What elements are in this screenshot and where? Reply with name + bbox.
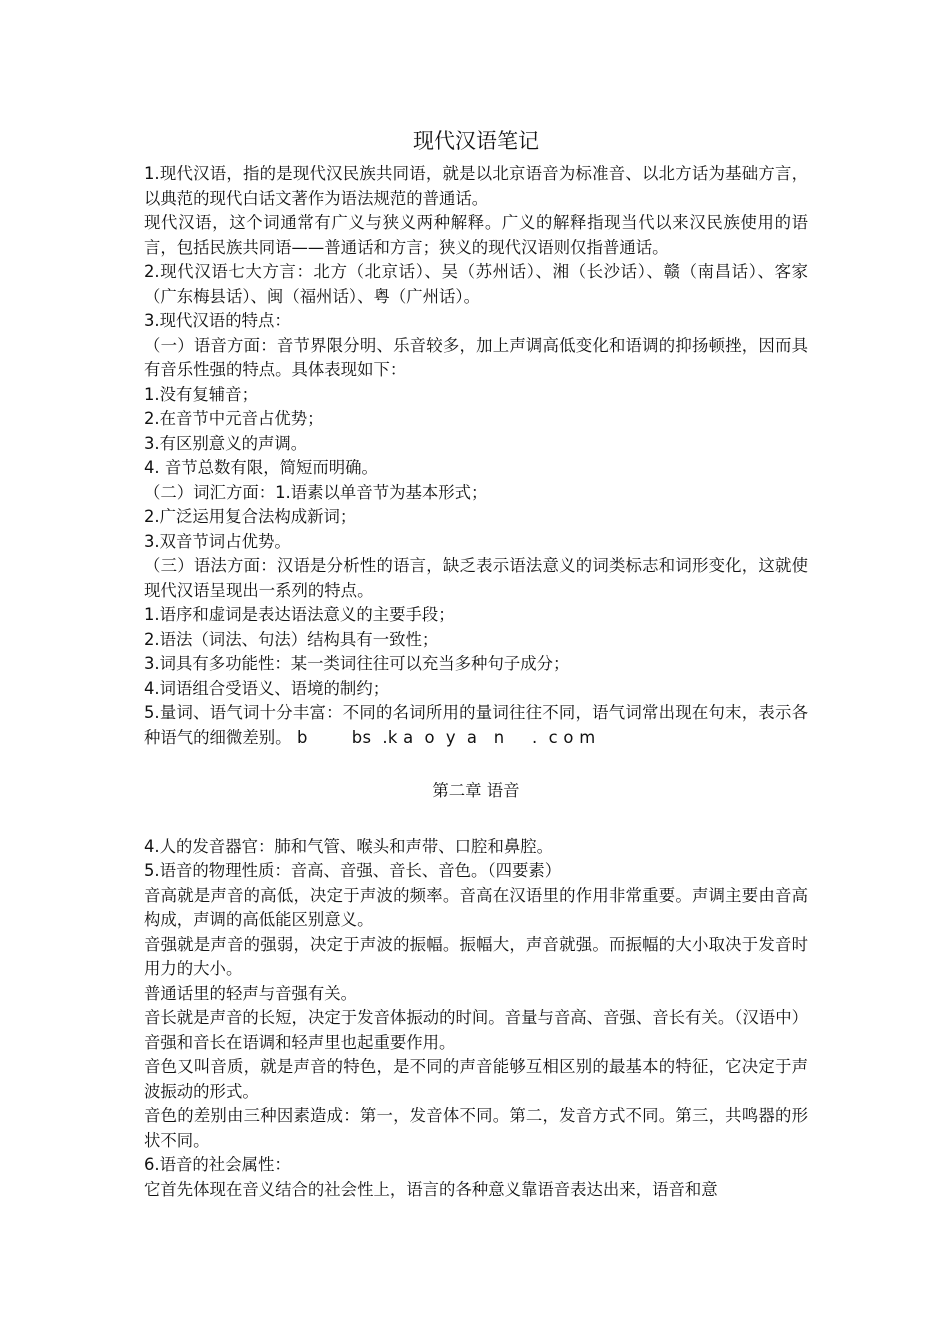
paragraph: 3.有区别意义的声调。 xyxy=(144,433,308,453)
paragraph: （一）语音方面：音节界限分明、乐音较多，加上声调高低变化和语调的抑扬顿挫，因而具有音乐性强的特点。具体表现如下： xyxy=(144,335,808,379)
paragraph: 音高就是声音的高低，决定于声波的频率。音高在汉语里的作用非常重要。声调主要由音高构成，声调的高低能区别意义。 xyxy=(144,885,808,929)
paragraph: 音色又叫音质，就是声音的特色，是不同的声音能够互相区别的最基本的特征，它决定于声波振动的形式。 xyxy=(144,1057,808,1101)
paragraph: 普通话里的轻声与音强有关。 xyxy=(144,983,358,1003)
paragraph: 5.语音的物理性质：音高、音强、音长、音色。（四要素） xyxy=(144,861,562,880)
paragraph-text: 5.量词、语气词十分丰富：不同的名词所用的量词往往不同，语气词常出现在句末，表示各种语气的细微差别。 xyxy=(144,703,808,747)
section-introduction xyxy=(144,162,808,750)
paragraph: （三）语法方面：汉语是分析性的语言，缺乏表示语法意义的词类标志和词形变化，这就使现代汉语呈现出一系列的特点。 xyxy=(144,556,808,600)
paragraph: 音长就是声音的长短，决定于发音体振动的时间。音量与音高、音强、音长有关。（汉语中）音强和音长在语调和轻声里也起重要作用。 xyxy=(144,1008,808,1052)
paragraph: 音色的差别由三种因素造成：第一，发音体不同。第二，发音方式不同。第三，共鸣器的形状不同。 xyxy=(144,1106,808,1150)
paragraph xyxy=(144,701,808,750)
paragraph: 4.人的发音器官：肺和气管、喉头和声带、口腔和鼻腔。 xyxy=(144,836,554,856)
paragraph: 3.双音节词占优势。 xyxy=(144,531,291,551)
paragraph: 3.现代汉语的特点： xyxy=(144,311,291,330)
paragraph: 2.现代汉语七大方言：北方（北京话）、吴（苏州话）、湘（长沙话）、赣（南昌话）、客家（广东梅县话）、闽（福州话）、粤（广州话）。 xyxy=(144,262,808,306)
paragraph: 1.现代汉语，指的是现代汉民族共同语，就是以北京语音为标准音、以北方话为基础方言，以典范的现代白话文著作为语法规范的普通话。 xyxy=(144,164,808,208)
paragraph: 6.语音的社会属性： xyxy=(144,1155,291,1174)
paragraph: 1.语序和虚词是表达语法意义的主要手段； xyxy=(144,605,455,624)
document-body xyxy=(144,124,808,1202)
paragraph: 2.广泛运用复合法构成新词； xyxy=(144,507,357,526)
paragraph: 它首先体现在音义结合的社会性上，语言的各种意义靠语音表达出来，语音和意 xyxy=(144,1179,718,1199)
paragraph: 1.没有复辅音； xyxy=(144,384,258,404)
paragraph: 4.词语组合受语义、语境的制约； xyxy=(144,678,390,698)
paragraph: 音强就是声音的强弱，决定于声波的振幅。振幅大，声音就强。而振幅的大小取决于发音时用力的大小。 xyxy=(144,934,808,978)
paragraph: （二）词汇方面：1.语素以单音节为基本形式； xyxy=(144,482,488,502)
section-phonetics xyxy=(144,835,808,1203)
paragraph: 现代汉语，这个词通常有广义与狭义两种解释。广义的解释指现当代以来汉民族使用的语言，包括民族共同语——普通话和方言；狭义的现代汉语则仅指普通话。 xyxy=(144,213,808,257)
watermark-text: b bs .k a o y a n . c o m xyxy=(291,727,596,747)
document-title: 现代汉语笔记 xyxy=(413,129,539,153)
paragraph: 2.在音节中元音占优势； xyxy=(144,409,324,428)
chapter-heading: 第二章 语音 xyxy=(432,781,520,800)
paragraph: 4. 音节总数有限，简短而明确。 xyxy=(144,458,378,477)
paragraph: 2.语法（词法、句法）结构具有一致性； xyxy=(144,629,439,649)
paragraph: 3.词具有多功能性：某一类词往往可以充当多种句子成分； xyxy=(144,654,570,673)
